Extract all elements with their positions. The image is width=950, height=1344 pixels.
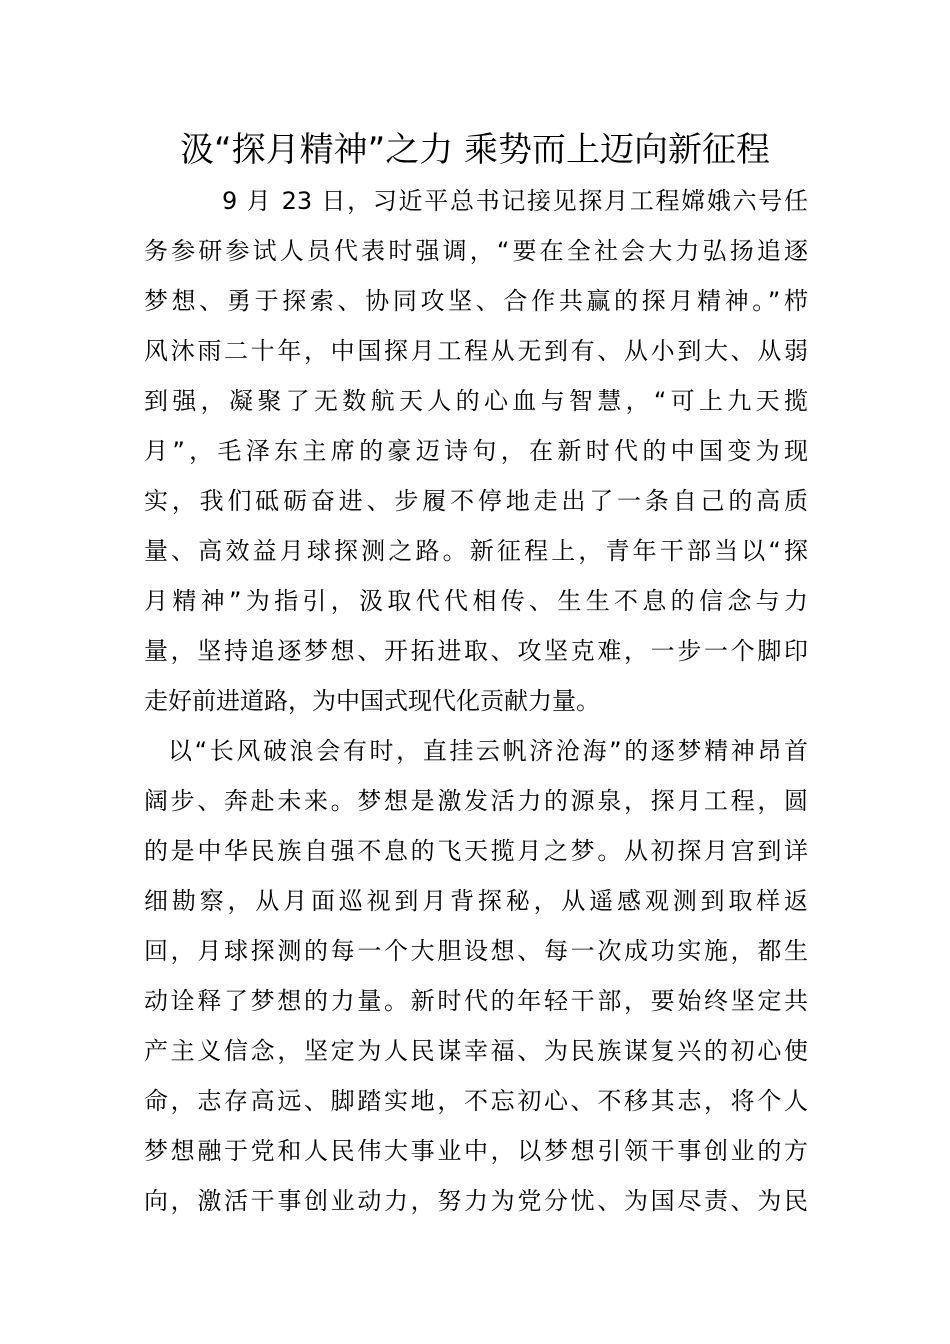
paragraph-1-line: 9 月 23 日，习近平总书记接见探月工程嫦娥六号任 <box>222 187 808 215</box>
paragraph-1-line: 月精神”为指引，汲取代代相传、生生不息的信念与力 <box>144 587 808 615</box>
paragraph-2-line: 动诠释了梦想的力量。新时代的年轻干部，要始终坚定共 <box>144 987 808 1015</box>
paragraph-1-line: 梦想、勇于探索、协同攻坚、合作共赢的探月精神。”栉 <box>144 287 808 315</box>
paragraph-1-line: 走好前进道路，为中国式现代化贡献力量。 <box>144 687 600 715</box>
paragraph-2-line: 的是中华民族自强不息的飞天揽月之梦。从初探月宫到详 <box>144 837 808 865</box>
paragraph-1-line: 月”，毛泽东主席的豪迈诗句，在新时代的中国变为现 <box>144 437 808 465</box>
paragraph-1-line: 量、高效益月球探测之路。新征程上，青年干部当以“探 <box>144 537 808 565</box>
paragraph-1-line: 实，我们砥砺奋进、步履不停地走出了一条自己的高质 <box>144 487 808 515</box>
paragraph-2-line: 回，月球探测的每一个大胆设想、每一次成功实施，都生 <box>144 937 808 965</box>
paragraph-2-line: 以“长风破浪会有时，直挂云帆济沧海”的逐梦精神昂首 <box>168 737 808 765</box>
paragraph-2-line: 细勘察，从月面巡视到月背探秘，从遥感观测到取样返 <box>144 887 808 915</box>
paragraph-1-line: 务参研参试人员代表时强调，“要在全社会大力弘扬追逐 <box>144 237 808 265</box>
paragraph-2-line: 阔步、奔赴未来。梦想是激发活力的源泉，探月工程，圆 <box>144 787 808 815</box>
paragraph-2-line: 产主义信念，坚定为人民谋幸福、为民族谋复兴的初心使 <box>144 1037 808 1065</box>
paragraph-2-line: 向，激活干事创业动力，努力为党分忧、为国尽责、为民 <box>144 1187 808 1215</box>
paragraph-1-line: 风沐雨二十年，中国探月工程从无到有、从小到大、从弱 <box>144 337 808 365</box>
page-title: 汲“探月精神”之力 乘势而上迈向新征程 <box>179 130 771 170</box>
paragraph-1-line: 量，坚持追逐梦想、开拓进取、攻坚克难，一步一个脚印 <box>144 637 808 665</box>
paragraph-1-line: 到强，凝聚了无数航天人的心血与智慧，“可上九天揽 <box>144 387 808 415</box>
paragraph-2-line: 梦想融于党和人民伟大事业中，以梦想引领干事创业的方 <box>144 1137 808 1165</box>
paragraph-2-line: 命，志存高远、脚踏实地，不忘初心、不移其志，将个人 <box>144 1087 808 1115</box>
